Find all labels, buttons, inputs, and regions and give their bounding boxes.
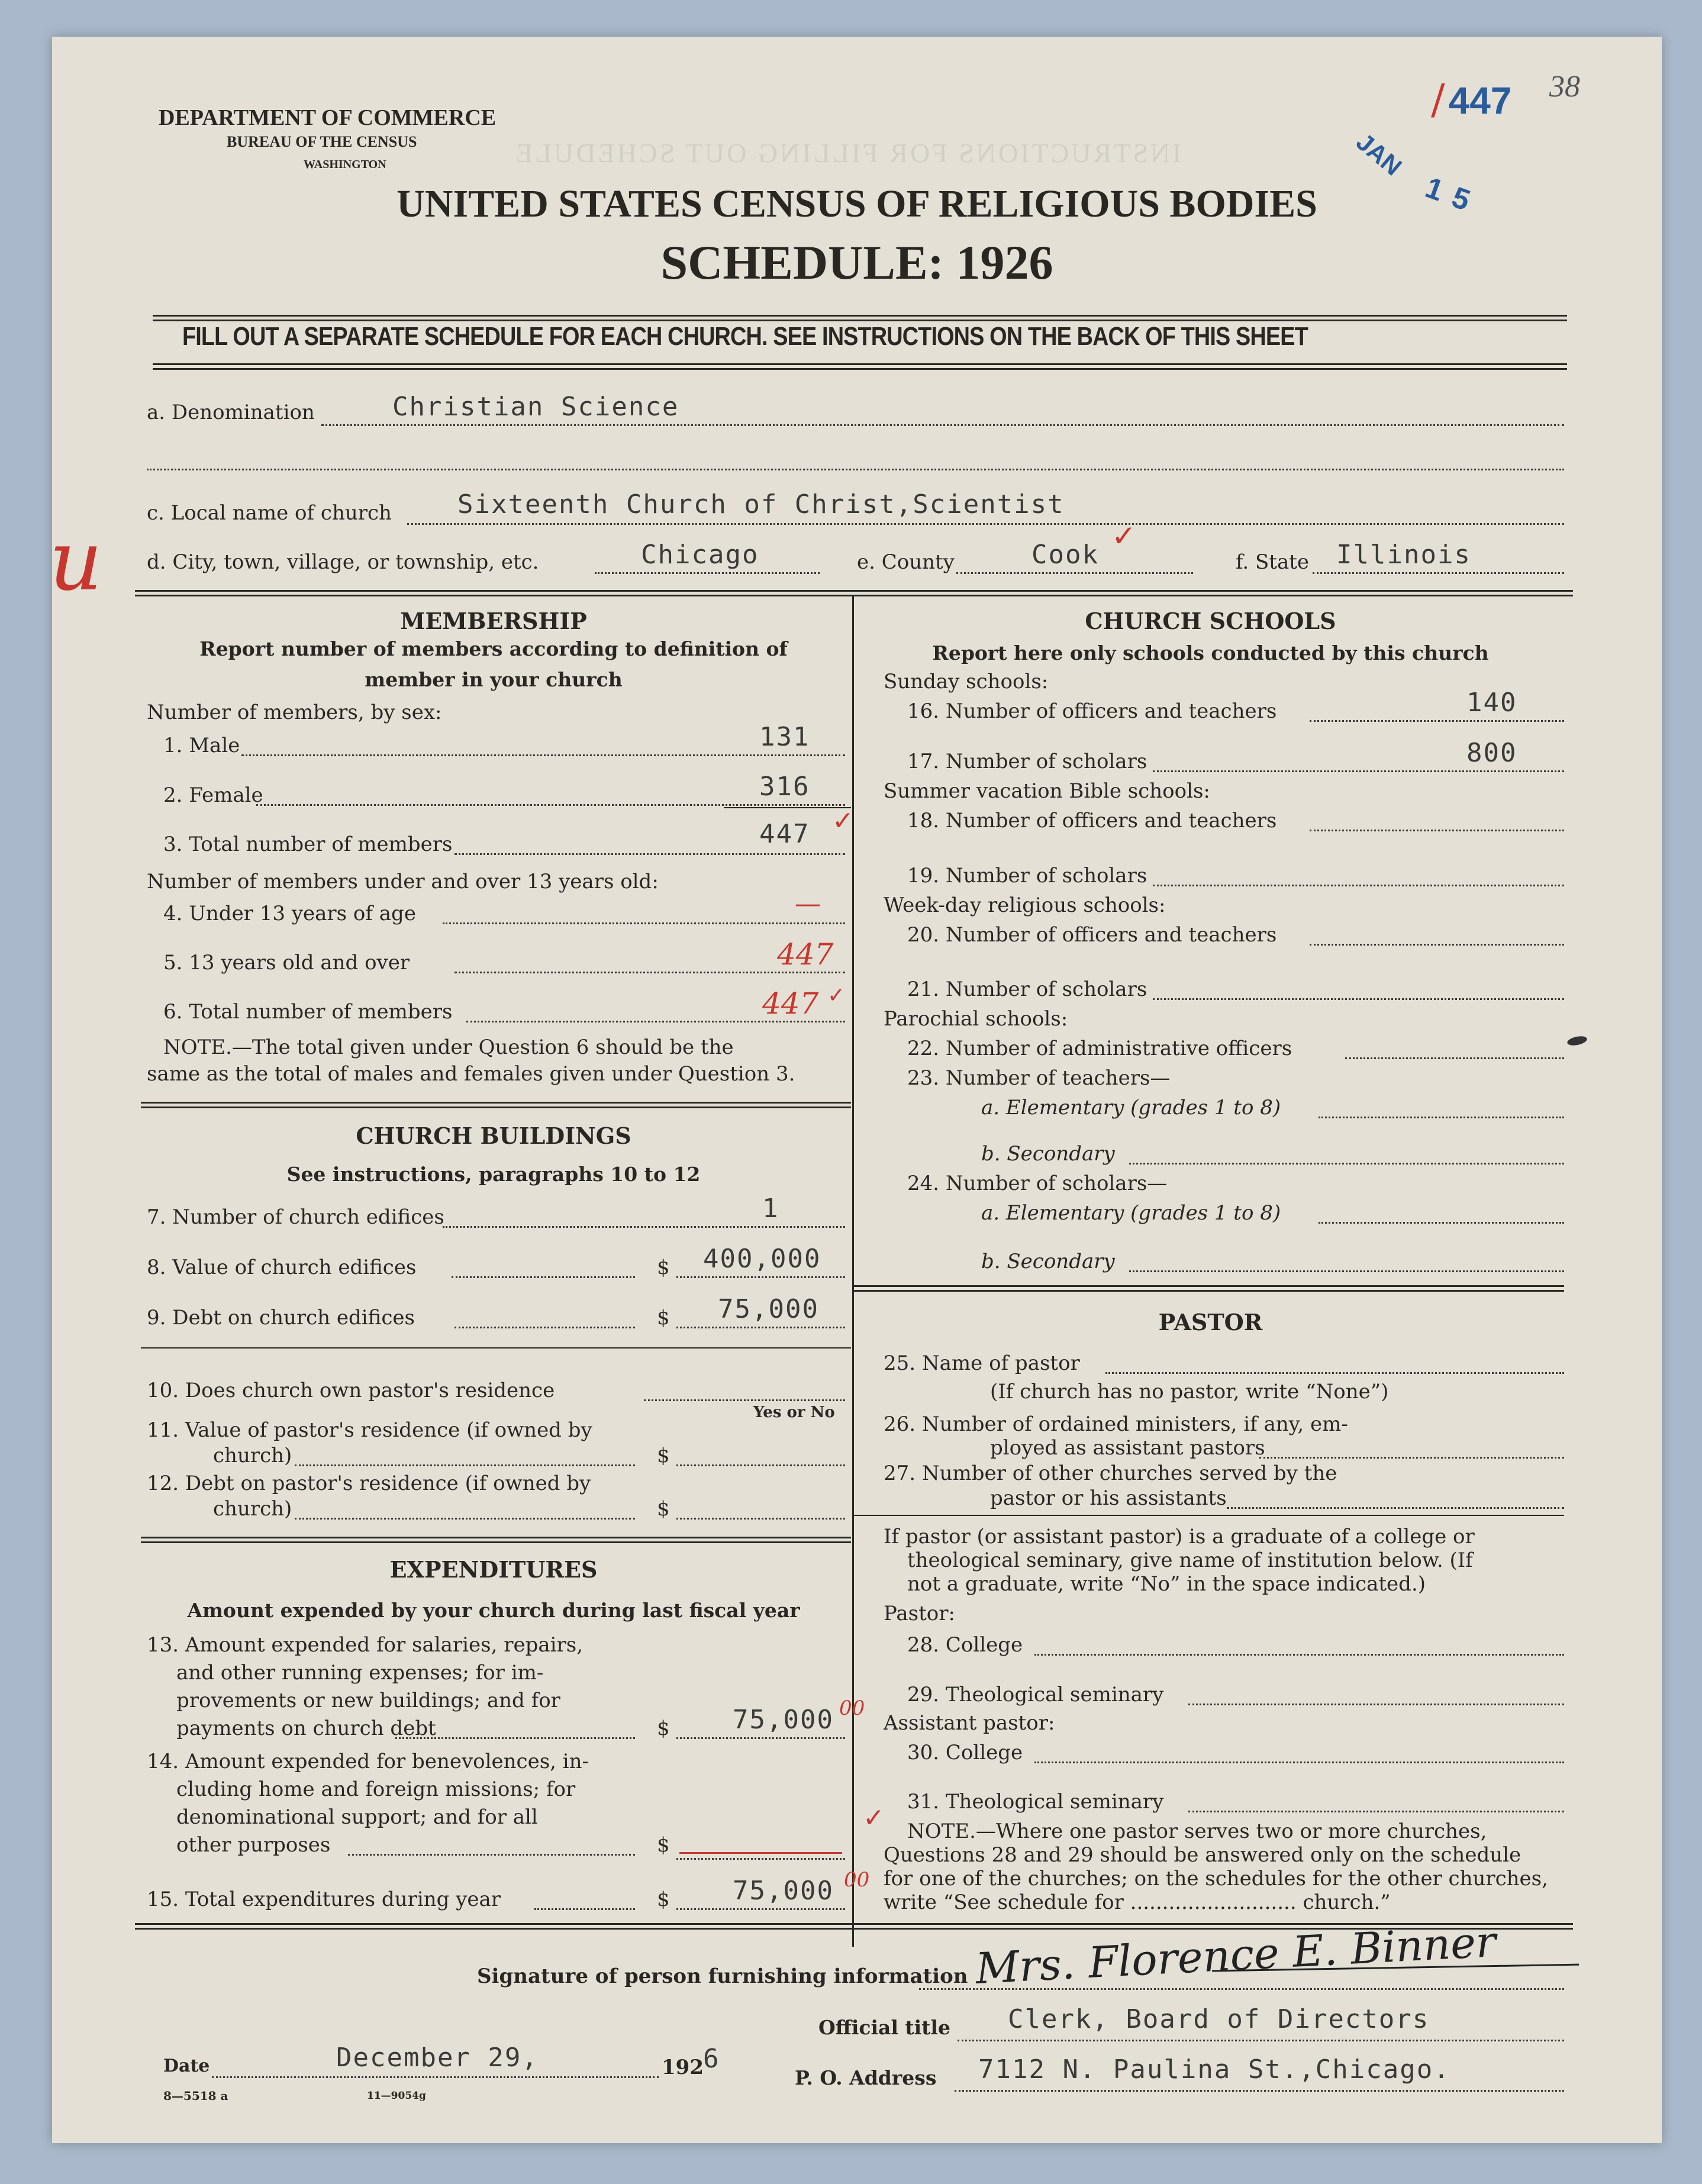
q17-label: 17. Number of scholars [907,750,1147,773]
q18-label: 18. Number of officers and teachers [907,809,1277,833]
pastor-note-4: write “See schedule for .......................... church.” [884,1891,1391,1914]
q2-female-field[interactable]: 316 [759,772,810,802]
q14-dollar: $ [657,1833,670,1857]
date-field[interactable]: December 29, [336,2043,539,2073]
q11-label-1: 11. Value of pastor's residence (if owned by [147,1418,592,1442]
year-field[interactable]: 6 [703,2044,720,2074]
ink-blot [1566,1035,1588,1047]
signature-field[interactable]: Mrs. Florence E. Binner [974,1917,1498,1993]
q23a-label: a. Elementary (grades 1 to 8) [981,1096,1281,1120]
q9-dollar: $ [657,1306,670,1330]
q14-label-3: denominational support; and for all [176,1805,538,1829]
q13-label-2: and other running expenses; for im- [176,1661,544,1685]
membership-heading: MEMBERSHIP [400,608,587,634]
form-number: 8—5518 a [163,2089,228,2103]
red-check-county: ✓ [1111,519,1136,553]
q14-label-2: cluding home and foreign missions; for [176,1777,576,1801]
q16-officers-field[interactable]: 140 [1466,688,1517,718]
red-check-q3: ✓ [832,806,854,836]
parochial-schools-label: Parochial schools: [884,1007,1068,1031]
expenditures-sub: Amount expended by your church during last fiscal year [187,1599,800,1622]
grad-intro-3: not a graduate, write “No” in the space indicated.) [907,1572,1426,1596]
q28-label: 28. College [907,1633,1023,1657]
q8-label: 8. Value of church edifices [147,1256,417,1279]
q10-label: 10. Does church own pastor's residence [147,1379,555,1402]
members-by-age-label: Number of members under and over 13 years old: [147,870,659,893]
q25-note: (If church has no pastor, write “None”) [990,1380,1389,1404]
q13-label-1: 13. Amount expended for salaries, repairs, [147,1633,584,1657]
q15-total-field[interactable]: 75,000 [733,1876,834,1906]
membership-intro-1: Report number of members according to definition of [199,637,788,660]
summer-schools-label: Summer vacation Bible schools: [884,779,1210,803]
fill-out-instruction: FILL OUT A SEPARATE SCHEDULE FOR EACH CHURCH. SEE INSTRUCTIONS ON THE BACK OF THIS SHEET [182,322,1308,351]
county-label: e. County [857,550,955,574]
q15-dollar: $ [657,1888,670,1911]
sunday-schools-label: Sunday schools: [884,670,1049,693]
membership-note-1: NOTE.—The total given under Question 6 should be the [163,1035,734,1059]
pencil-number: 38 [1549,70,1580,104]
official-title-field[interactable]: Clerk, Board of Directors [1008,2004,1430,2034]
grad-intro-1: If pastor (or assistant pastor) is a graduate of a college or [884,1525,1475,1549]
q13-label-4: payments on church debt [176,1717,436,1740]
q12-dollar: $ [657,1497,670,1521]
q13-red-cents: 00 [839,1696,865,1720]
q22-label: 22. Number of administrative officers [907,1037,1292,1060]
q12-label-1: 12. Debt on pastor's residence (if owned by [147,1472,591,1495]
q24-label: 24. Number of scholars— [907,1172,1168,1195]
q26-label-2: ployed as assistant pastors [990,1436,1265,1460]
q23b-label: b. Secondary [981,1142,1115,1166]
q8-dollar: $ [657,1256,670,1279]
pastor-note-1: NOTE.—Where one pastor serves two or more churches, [907,1820,1487,1843]
q9-label: 9. Debt on church edifices [147,1306,415,1330]
print-number: 11—9054g [367,2090,426,2102]
po-address-field[interactable]: 7112 N. Paulina St.,Chicago. [978,2054,1450,2085]
local-name-label: c. Local name of church [147,501,392,525]
q6-label: 6. Total number of members [163,1000,453,1024]
membership-note-2: same as the total of males and females given under Question 3. [147,1062,795,1086]
red-check-q6: ✓ [827,983,846,1008]
q23-label: 23. Number of teachers— [907,1066,1171,1090]
q19-label: 19. Number of scholars [907,864,1147,888]
dept-label: DEPARTMENT OF COMMERCE [159,105,497,130]
q21-label: 21. Number of scholars [907,978,1147,1001]
q25-label: 25. Name of pastor [884,1351,1080,1375]
show-through-heading: INSTRUCTIONS FOR FILLING OUT SCHEDULE [514,138,1182,168]
schedule-title: SCHEDULE: 1926 [660,236,1053,289]
weekday-schools-label: Week-day religious schools: [884,893,1166,917]
buildings-heading: CHURCH BUILDINGS [356,1122,631,1149]
q29-label: 29. Theological seminary [907,1683,1164,1706]
q27-label-2: pastor or his assistants [990,1486,1227,1510]
red-check-q14: ✓ [863,1803,885,1833]
date-stamp-month: JAN [1351,127,1407,181]
buildings-sub: See instructions, paragraphs 10 to 12 [286,1163,701,1186]
q11-label-2: church) [213,1444,292,1467]
pastor-note-2: Questions 28 and 29 should be answered only on the schedule [884,1843,1522,1867]
state-field[interactable]: Illinois [1336,540,1471,570]
denomination-label: a. Denomination [147,401,315,424]
q20-label: 20. Number of officers and teachers [907,923,1277,947]
washington-label: WASHINGTON [304,158,386,171]
q1-male-field[interactable]: 131 [759,722,810,752]
q9-debt-field[interactable]: 75,000 [718,1294,819,1324]
city-label: d. City, town, village, or township, etc. [147,550,539,574]
po-address-label: P. O. Address [795,2066,937,2089]
city-field[interactable]: Chicago [641,540,759,570]
q12-label-2: church) [213,1497,292,1521]
pastor-heading: PASTOR [1158,1309,1263,1335]
q30-label: 30. College [907,1741,1023,1764]
q24b-label: b. Secondary [981,1250,1115,1273]
q4-under13-field[interactable]: — [795,889,821,919]
q14-label-4: other purposes [176,1833,331,1857]
official-title-label: Official title [818,2016,950,2039]
bureau-label: BUREAU OF THE CENSUS [227,133,417,150]
q2-label: 2. Female [163,783,263,807]
q11-dollar: $ [657,1444,670,1467]
q15-red-cents: 00 [844,1868,870,1892]
q7-edifices-field[interactable]: 1 [762,1193,779,1224]
q3-total-field[interactable]: 447 [759,819,810,849]
date-label: Date [163,2056,210,2076]
census-schedule-sheet [49,37,1662,2143]
q13-label-3: provements or new buildings; and for [176,1689,560,1712]
q6-total-field[interactable]: 447 [762,986,819,1021]
pastor-sub-label: Pastor: [884,1602,955,1625]
q8-value-field[interactable]: 400,000 [703,1244,821,1274]
q13-dollar: $ [657,1717,670,1740]
schools-heading: CHURCH SCHOOLS [1085,608,1336,634]
q17-scholars-field[interactable]: 800 [1466,738,1517,768]
q24a-label: a. Elementary (grades 1 to 8) [981,1201,1281,1225]
q31-label: 31. Theological seminary [907,1790,1164,1814]
state-label: f. State [1236,550,1309,574]
year-prefix: 192 [662,2056,704,2079]
q27-label-1: 27. Number of other churches served by the [884,1462,1337,1485]
q26-label-1: 26. Number of ordained ministers, if any, em- [884,1412,1348,1436]
grad-intro-2: theological seminary, give name of institution below. (If [907,1549,1473,1572]
form-title: UNITED STATES CENSUS OF RELIGIOUS BODIES [397,182,1317,225]
county-field[interactable]: Cook [1031,540,1099,570]
schools-intro: Report here only schools conducted by this church [932,641,1489,664]
q13-amount-field[interactable]: 75,000 [733,1705,834,1735]
members-by-sex-label: Number of members, by sex: [147,701,442,724]
asst-pastor-label: Assistant pastor: [884,1711,1055,1735]
q5-over13-field[interactable]: 447 [777,937,834,972]
yes-no-hint: Yes or No [753,1404,835,1421]
signature-label: Signature of person furnishing information [477,1964,968,1988]
q4-label: 4. Under 13 years of age [163,902,416,925]
q7-label: 7. Number of church edifices [147,1205,444,1229]
q1-label: 1. Male [163,734,240,757]
date-stamp-day: 15 [1421,170,1486,221]
membership-intro-2: member in your church [365,668,623,691]
expenditures-heading: EXPENDITURES [389,1556,598,1583]
pastor-note-3: for one of the churches; on the schedules for the other churches, [884,1867,1548,1891]
red-u-mark: u [49,513,103,609]
stamp-number: /447 [1431,75,1512,124]
q3-label: 3. Total number of members [163,833,453,856]
denomination-field[interactable]: Christian Science [392,392,679,422]
q15-label: 15. Total expenditures during year [147,1888,501,1911]
q5-label: 5. 13 years old and over [163,951,410,975]
local-name-field[interactable]: Sixteenth Church of Christ,Scientist [457,489,1065,520]
q16-label: 16. Number of officers and teachers [907,699,1277,723]
q14-label-1: 14. Amount expended for benevolences, in- [147,1750,589,1773]
